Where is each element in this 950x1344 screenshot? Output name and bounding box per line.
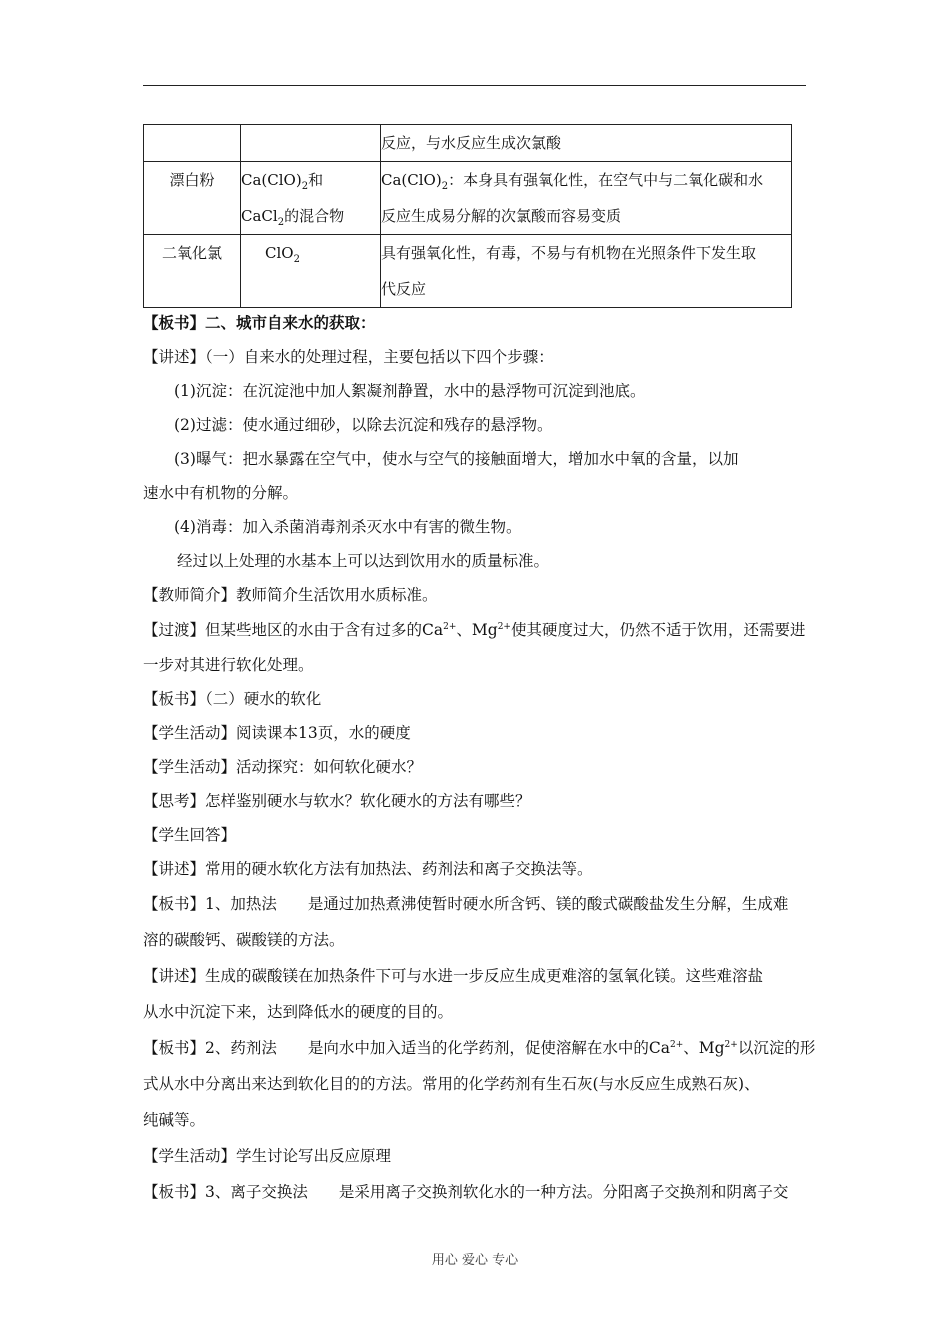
paragraph: 【学生回答】 xyxy=(143,826,237,844)
table-cell-name: 二氧化氯 xyxy=(144,235,241,308)
table-row xyxy=(144,125,792,162)
paragraph: 【板书】1、加热法 是通过加热煮沸使暂时硬水所含钙、镁的酸式碳酸盐发生分解，生成难 xyxy=(143,895,789,913)
paragraph: 【讲述】生成的碳酸镁在加热条件下可与水进一步反应生成更难溶的氢氧化镁。这些难溶盐 xyxy=(143,967,764,985)
paragraph: 【讲述】（一）自来水的处理过程，主要包括以下四个步骤： xyxy=(143,348,554,366)
paragraph: 【思考】怎样鉴别硬水与软水？软化硬水的方法有哪些？ xyxy=(143,792,531,810)
page-footer: 用心 爱心 专心 xyxy=(431,1253,519,1268)
table-cell-component xyxy=(241,125,381,162)
paragraph: 经过以上处理的水基本上可以达到饮用水的质量标准。 xyxy=(177,552,550,570)
table-cell-property: 反应，与水反应生成次氯酸 xyxy=(381,125,792,162)
paragraph: 【讲述】常用的硬水软化方法有加热法、药剂法和离子交换法等。 xyxy=(143,860,593,878)
paragraph: 【学生活动】学生讨论写出反应原理 xyxy=(143,1147,392,1165)
step-2: (2)过滤：使水通过细砂，以除去沉淀和残存的悬浮物。 xyxy=(174,416,553,434)
paragraph: 【板书】3、离子交换法 是采用离子交换剂软化水的一种方法。分阳离子交换剂和阴离子交 xyxy=(143,1183,789,1201)
table-row xyxy=(144,162,792,235)
paragraph-cont: 一步对其进行软化处理。 xyxy=(143,656,314,674)
paragraph: 【学生活动】活动探究：如何软化硬水？ xyxy=(143,758,423,776)
table-cell-component: ClO$_2$ xyxy=(241,235,381,308)
disinfectant-table xyxy=(143,124,792,308)
step-3: (3)曝气：把水暴露在空气中，使水与空气的接触面增大，增加水中氧的含量，以加 xyxy=(174,450,739,468)
paragraph-cont: 从水中沉淀下来，达到降低水的硬度的目的。 xyxy=(143,1003,454,1021)
table-cell-name xyxy=(144,125,241,162)
paragraph: 【学生活动】阅读课本13页，水的硬度 xyxy=(143,724,411,742)
paragraph-cont: 纯碱等。 xyxy=(143,1111,206,1129)
step-4: (4)消毒：加入杀菌消毒剂杀灭水中有害的微生物。 xyxy=(174,518,522,536)
board-heading: 【板书】二、城市自来水的获取： xyxy=(143,313,376,332)
paragraph-cont: 式从水中分离出来达到软化目的的方法。常用的化学药剂有生石灰(与水反应生成熟石灰)、 xyxy=(143,1075,760,1093)
table-row xyxy=(144,235,792,308)
paragraph: 【板书】2、药剂法 是向水中加入适当的化学药剂，促使溶解在水中的$Ca^{2+}$、$Mg^{2+}$以沉淀的形 xyxy=(143,1039,816,1057)
paragraph: 【过渡】但某些地区的水由于含有过多的$Ca^{2+}$、$Mg^{2+}$使其硬度过大，仍然不适于饮用，还需要进 xyxy=(143,621,806,639)
table-cell-property: $Ca(ClO)_2$：本身具有强氧化性，在空气中与二氧化碳和水 反应生成易分解的次氯酸而容易变质 xyxy=(381,162,792,235)
table-cell-name: 漂白粉 xyxy=(144,162,241,235)
step-3-cont: 速水中有机物的分解。 xyxy=(143,484,299,502)
table-cell-property: 具有强氧化性，有毒，不易与有机物在光照条件下发生取 代反应 xyxy=(381,235,792,308)
paragraph-cont: 溶的碳酸钙、碳酸镁的方法。 xyxy=(143,931,345,949)
step-1: (1)沉淀：在沉淀池中加人絮凝剂静置，水中的悬浮物可沉淀到池底。 xyxy=(174,382,646,400)
document-body xyxy=(143,306,816,1210)
board-heading: 【板书】（二）硬水的软化 xyxy=(143,690,322,708)
header-rule xyxy=(143,85,806,86)
table-cell-component: $Ca(ClO)_2$和 CaCl$_2$的混合物 xyxy=(241,162,381,235)
paragraph: 【教师简介】教师简介生活饮用水质标准。 xyxy=(143,586,438,604)
